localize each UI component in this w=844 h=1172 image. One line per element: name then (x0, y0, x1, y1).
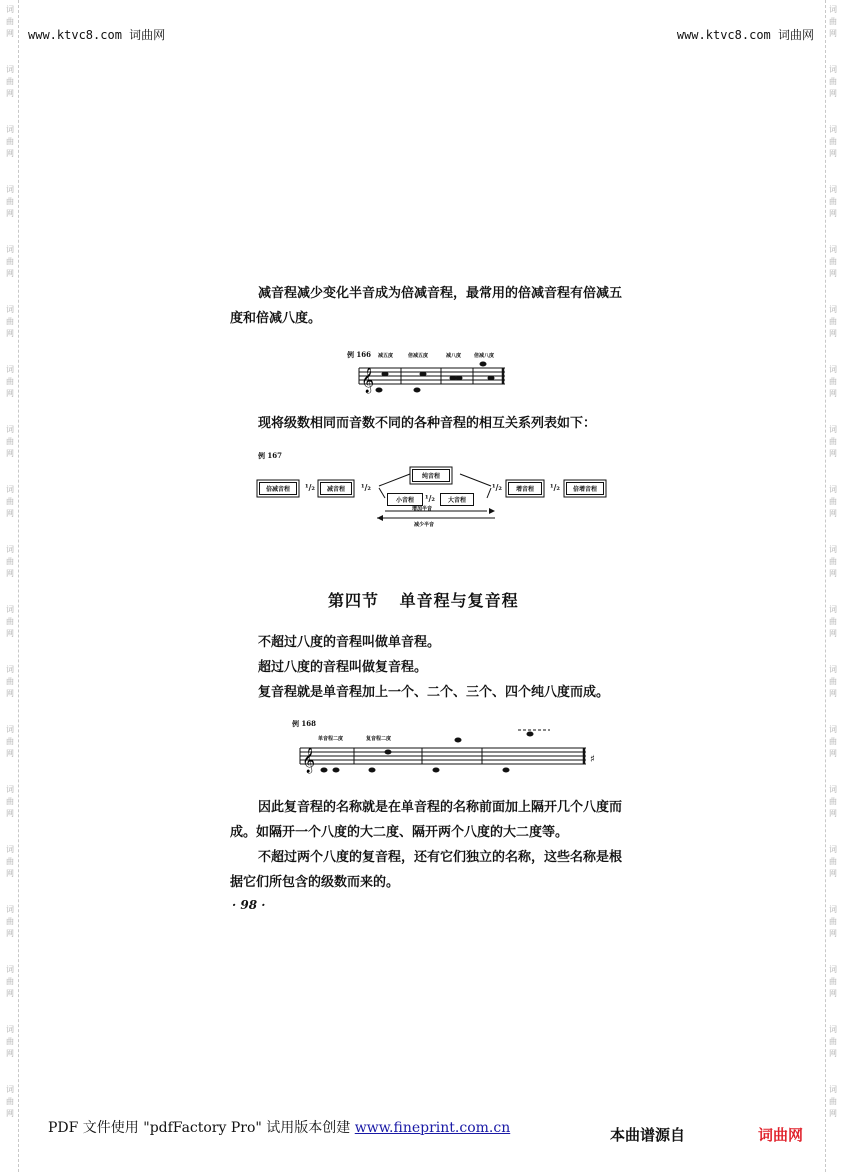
box-augmented: 增音程 (508, 482, 542, 495)
watermark-glyph: 词 (6, 845, 14, 854)
watermark-glyph: 曲 (6, 197, 14, 206)
fineprint-link[interactable]: www.fineprint.com.cn (354, 1120, 511, 1136)
example-166-note-3: 减八度 (446, 353, 462, 359)
watermark-glyph: 词 (829, 1025, 837, 1034)
half-step-symbol-3: ¹/₂ (425, 493, 435, 503)
watermark-glyph: 曲 (829, 377, 837, 386)
watermark-glyph: 网 (829, 149, 837, 158)
example-166-note-1: 减五度 (378, 353, 394, 359)
watermark-glyph: 曲 (829, 737, 837, 746)
box-perfect: 纯音程 (412, 469, 450, 482)
box-double-augmented: 倍增音程 (566, 482, 604, 495)
watermark-glyph: 词 (6, 725, 14, 734)
paragraph-simple-interval: 不超过八度的音程叫做单音程。 (258, 635, 441, 650)
watermark-glyph: 曲 (6, 917, 14, 926)
watermark-glyph: 曲 (6, 317, 14, 326)
watermark-glyph: 曲 (829, 617, 837, 626)
watermark-glyph: 网 (6, 149, 14, 158)
watermark-glyph: 词 (6, 365, 14, 374)
watermark-glyph: 词 (829, 545, 837, 554)
paragraph-compound-definition: 复音程就是单音程加上一个、二个、三个、四个纯八度而成。 (258, 685, 610, 700)
watermark-glyph: 曲 (829, 17, 837, 26)
watermark-glyph: 曲 (6, 617, 14, 626)
watermark-glyph: 曲 (6, 137, 14, 146)
watermark-glyph: 网 (829, 809, 837, 818)
example-168-label: 例 168 (292, 719, 317, 728)
watermark-glyph: 网 (829, 329, 837, 338)
example-166-note-4: 倍减八度 (474, 353, 495, 359)
watermark-glyph: 词 (829, 1085, 837, 1094)
paragraph-independent-names: 不超过两个八度的复音程，还有它们独立的名称，这些名称是根据它们所包含的级数而来的。 (230, 850, 623, 890)
watermark-glyph: 网 (829, 749, 837, 758)
watermark-glyph: 网 (829, 629, 837, 638)
brand-logo[interactable]: 词曲网 (758, 1126, 804, 1144)
watermark-glyph: 词 (829, 785, 837, 794)
watermark-glyph: 网 (829, 509, 837, 518)
watermark-glyph: 曲 (829, 257, 837, 266)
watermark-glyph: 曲 (6, 1037, 14, 1046)
pdf-footer-text: PDF 文件使用 "pdfFactory Pro" 试用版本创建 (48, 1120, 351, 1136)
watermark-glyph: 曲 (829, 797, 837, 806)
watermark-glyph: 曲 (6, 1097, 14, 1106)
watermark-glyph: 曲 (829, 197, 837, 206)
watermark-glyph: 词 (829, 965, 837, 974)
header-left-url[interactable]: www.ktvc8.com 词曲网 (28, 28, 166, 42)
treble-clef-icon: 𝄞 (302, 748, 316, 773)
watermark-glyph: 曲 (6, 557, 14, 566)
watermark-glyph: 词 (829, 485, 837, 494)
watermark-glyph: 词 (829, 665, 837, 674)
example-166-note-2: 倍减五度 (408, 353, 429, 359)
watermark-glyph: 词 (6, 605, 14, 614)
watermark-glyph: 网 (6, 1109, 14, 1118)
watermark-glyph: 网 (829, 1049, 837, 1058)
watermark-glyph: 词 (6, 1085, 14, 1094)
watermark-glyph: 词 (6, 425, 14, 434)
watermark-glyph: 词 (829, 125, 837, 134)
section-title: 第四节 单音程与复音程 (328, 591, 519, 610)
watermark-glyph: 曲 (6, 797, 14, 806)
source-label: 本曲谱源自 (610, 1126, 686, 1144)
watermark-glyph: 网 (829, 389, 837, 398)
watermark-glyph: 网 (6, 209, 14, 218)
watermark-glyph: 曲 (6, 497, 14, 506)
half-step-symbol-1: ¹/₂ (305, 482, 315, 492)
half-step-symbol-4: ¹/₂ (492, 482, 502, 492)
half-step-symbol-2: ¹/₂ (361, 482, 371, 492)
watermark-glyph: 词 (829, 65, 837, 74)
watermark-glyph: 网 (6, 809, 14, 818)
watermark-glyph: 曲 (829, 857, 837, 866)
watermark-glyph: 曲 (829, 317, 837, 326)
watermark-glyph: 词 (829, 905, 837, 914)
box-major: 大音程 (440, 493, 474, 506)
box-diminished: 减音程 (320, 482, 352, 495)
watermark-glyph: 网 (6, 29, 14, 38)
page-number: · 98 · (232, 898, 266, 912)
watermark-glyph: 网 (6, 869, 14, 878)
watermark-glyph: 网 (829, 1109, 837, 1118)
watermark-glyph: 网 (829, 989, 837, 998)
watermark-glyph: 词 (829, 605, 837, 614)
watermark-glyph: 曲 (6, 77, 14, 86)
watermark-glyph: 网 (6, 1049, 14, 1058)
watermark-glyph: 曲 (6, 257, 14, 266)
watermark-glyph: 词 (6, 245, 14, 254)
watermark-glyph: 词 (829, 845, 837, 854)
watermark-glyph: 网 (829, 29, 837, 38)
box-double-diminished: 倍减音程 (259, 482, 297, 495)
arrow-label-decrease: 减少半音 (414, 522, 435, 528)
watermark-glyph: 曲 (829, 557, 837, 566)
watermark-glyph: 网 (829, 89, 837, 98)
watermark-glyph: 词 (6, 545, 14, 554)
treble-clef-icon: 𝄞 (361, 368, 375, 393)
watermark-glyph: 网 (829, 269, 837, 278)
watermark-glyph: 曲 (829, 137, 837, 146)
watermark-glyph: 曲 (829, 497, 837, 506)
watermark-glyph: 曲 (829, 677, 837, 686)
example-168-staff (296, 726, 606, 776)
watermark-glyph: 曲 (6, 437, 14, 446)
arrow-label-increase: 增加半音 (412, 506, 433, 512)
watermark-glyph: 网 (6, 689, 14, 698)
watermark-glyph: 曲 (6, 17, 14, 26)
half-step-symbol-5: ¹/₂ (550, 482, 560, 492)
watermark-glyph: 词 (6, 665, 14, 674)
watermark-glyph: 词 (829, 305, 837, 314)
watermark-glyph: 曲 (829, 1097, 837, 1106)
watermark-glyph: 词 (6, 785, 14, 794)
watermark-glyph: 词 (6, 965, 14, 974)
watermark-glyph: 曲 (829, 77, 837, 86)
watermark-glyph: 词 (829, 185, 837, 194)
watermark-glyph: 曲 (829, 917, 837, 926)
watermark-glyph: 词 (6, 5, 14, 14)
pdf-footer (48, 1117, 510, 1137)
watermark-glyph: 网 (6, 929, 14, 938)
watermark-glyph: 网 (829, 869, 837, 878)
watermark-glyph: 网 (6, 629, 14, 638)
watermark-glyph: 词 (829, 5, 837, 14)
watermark-glyph: 网 (6, 89, 14, 98)
watermark-glyph: 网 (829, 209, 837, 218)
watermark-glyph: 网 (829, 689, 837, 698)
watermark-glyph: 词 (829, 425, 837, 434)
watermark-glyph: 曲 (6, 977, 14, 986)
watermark-glyph: 网 (6, 389, 14, 398)
example-166-staff (355, 360, 511, 396)
watermark-glyph: 网 (6, 569, 14, 578)
watermark-glyph: 曲 (6, 857, 14, 866)
watermark-glyph: 曲 (6, 677, 14, 686)
paragraph-double-diminished: 减音程减少变化半音成为倍减音程，最常用的倍减音程有倍减五度和倍减八度。 (230, 286, 623, 326)
example-168-note-2: 复音程二度 (366, 736, 392, 742)
watermark-glyph: 网 (6, 989, 14, 998)
paragraph-compound-naming: 因此复音程的名称就是在单音程的名称前面加上隔开几个八度而成。如隔开一个八度的大二度、隔开两个八度的大二度等。 (230, 800, 623, 840)
watermark-glyph: 曲 (829, 437, 837, 446)
watermark-glyph: 词 (829, 245, 837, 254)
watermark-glyph: 网 (6, 329, 14, 338)
watermark-glyph: 词 (6, 65, 14, 74)
watermark-glyph: 网 (6, 269, 14, 278)
watermark-glyph: 词 (6, 305, 14, 314)
watermark-glyph: 网 (6, 509, 14, 518)
watermark-glyph: 词 (829, 725, 837, 734)
watermark-glyph: 词 (6, 485, 14, 494)
watermark-glyph: 网 (6, 449, 14, 458)
watermark-glyph: 词 (6, 125, 14, 134)
example-168-note-1: 单音程二度 (318, 736, 344, 742)
example-167-label: 例 167 (258, 451, 283, 460)
watermark-glyph: 曲 (829, 1037, 837, 1046)
watermark-glyph: 网 (829, 449, 837, 458)
watermark-glyph: 网 (6, 749, 14, 758)
watermark-glyph: 曲 (6, 377, 14, 386)
watermark-glyph: 词 (6, 1025, 14, 1034)
paragraph-relation-intro: 现将级数相同而音数不同的各种音程的相互关系列表如下： (258, 416, 597, 431)
box-minor: 小音程 (387, 493, 423, 506)
example-166-label: 例 166 (347, 350, 372, 359)
watermark-glyph: 词 (6, 905, 14, 914)
watermark-glyph: 曲 (829, 977, 837, 986)
watermark-glyph: 网 (829, 929, 837, 938)
sharp-icon: ♯ (590, 754, 595, 765)
watermark-glyph: 网 (829, 569, 837, 578)
watermark-glyph: 词 (6, 185, 14, 194)
paragraph-compound-interval: 超过八度的音程叫做复音程。 (258, 660, 428, 675)
header-right-url[interactable]: www.ktvc8.com 词曲网 (676, 28, 814, 42)
watermark-glyph: 曲 (6, 737, 14, 746)
watermark-glyph: 词 (829, 365, 837, 374)
